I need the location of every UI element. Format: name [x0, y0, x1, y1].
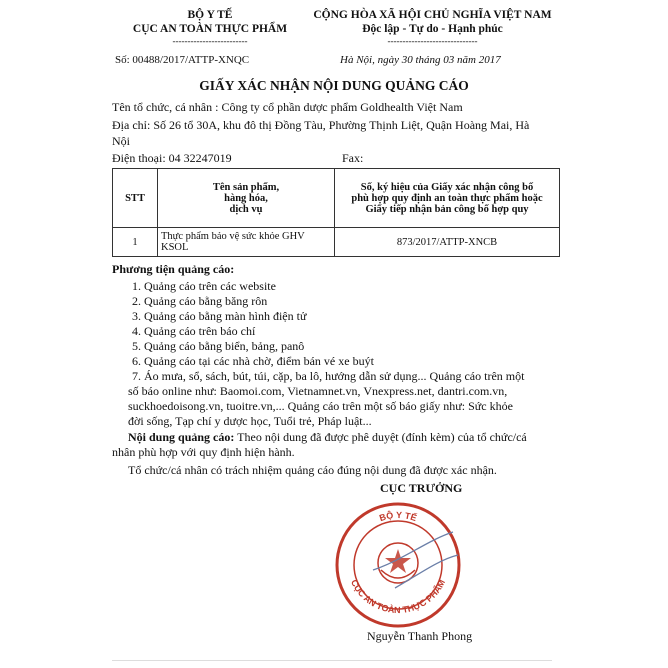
signer-position: CỤC TRƯỞNG [380, 481, 463, 495]
table-row [113, 228, 560, 257]
th-cert: Số, ký hiệu của Giấy xác nhận công bố phù hợp quy định an toàn thực phẩm hoặc Giấy tiếp nhận bản công bố hợp quy [335, 169, 560, 228]
media-item: 2. Quảng cáo bằng băng rôn [132, 294, 268, 308]
header-right [305, 8, 560, 46]
doc-number: Số: 00488/2017/ATTP-XNQC [115, 54, 250, 66]
responsibility-note: Tổ chức/cá nhân có trách nhiệm quảng cáo đúng nội dung đã được xác nhận. [128, 463, 497, 477]
signer-name: Nguyễn Thanh Phong [367, 629, 473, 643]
date-place: Hà Nội, ngày 30 tháng 03 năm 2017 [340, 54, 501, 66]
content-line1 [128, 430, 568, 445]
cell-stt: 1 [113, 228, 158, 257]
media-item-7-line4: đời sống, Tạp chí y dược học, Tuổi trẻ, Pháp luật... [128, 414, 372, 428]
org-phone: Điện thoại: 04 32247019 [112, 151, 232, 165]
motto-underline: ------------------------------ [387, 36, 478, 46]
seal-top-text: BỘ Y TẾ [378, 509, 418, 524]
cell-product: Thực phẩm bảo vệ sức khỏe GHV KSOL [158, 228, 335, 257]
motto: Độc lập - Tự do - Hạnh phúc [362, 23, 503, 35]
official-seal [333, 500, 463, 630]
seal-bottom-text: CỤC AN TOÀN THỰC PHẨM [348, 577, 448, 616]
header-left [115, 8, 305, 46]
org-fax: Fax: [342, 151, 364, 165]
media-item: 1. Quảng cáo trên các website [132, 279, 276, 293]
content-text-line2: nhân phù hợp với quy định hiện hành. [112, 445, 295, 459]
agency-name: CỤC AN TOÀN THỰC PHẨM [132, 23, 288, 35]
content-text-line1: Theo nội dung đã được phê duyệt (đính kèm) của tổ chức/cá [234, 430, 527, 444]
media-item: 4. Quảng cáo trên báo chí [132, 324, 256, 338]
media-item-7-line2: số báo online như: Baomoi.com, Vietnamnet.vn, Vnexpress.net, dantri.com.vn, [128, 384, 508, 398]
media-item-7-line1: 7. Áo mưa, sổ, sách, bút, túi, cặp, ba lô, hướng dẫn sử dụng... Quảng cáo trên một [132, 369, 525, 383]
media-item: 3. Quảng cáo bằng màn hình điện tử [132, 309, 307, 323]
media-item: 5. Quảng cáo bằng biển, bảng, panô [132, 339, 305, 353]
th-product: Tên sản phẩm, hàng hóa, dịch vụ [158, 169, 335, 228]
org-address-line1: Địa chỉ: Số 26 tổ 30A, khu đô thị Đồng Tàu, Phường Thịnh Liệt, Quận Hoàng Mai, Hà [112, 118, 530, 132]
agency-underline: ------------------------- [172, 36, 248, 46]
org-name: Tên tổ chức, cá nhân : Công ty cổ phần dược phẩm Goldhealth Việt Nam [112, 100, 463, 114]
media-item: 6. Quảng cáo tại các nhà chờ, điểm bán vé xe buýt [132, 354, 374, 368]
org-address-line2: Nội [112, 134, 130, 148]
media-heading: Phương tiện quảng cáo: [112, 262, 235, 276]
country-name: CỘNG HÒA XÃ HỘI CHỦ NGHĨA VIỆT NAM [313, 9, 552, 21]
cell-cert: 873/2017/ATTP-XNCB [335, 228, 560, 257]
content-label: Nội dung quảng cáo: [128, 430, 235, 444]
table-header-row [113, 169, 560, 228]
product-table [112, 168, 560, 257]
th-stt: STT [113, 169, 158, 228]
seal-emblem-icon [378, 543, 418, 583]
divider [112, 660, 552, 661]
document-title: GIẤY XÁC NHẬN NỘI DUNG QUẢNG CÁO [199, 78, 469, 93]
ministry-name: BỘ Y TẾ [187, 9, 233, 21]
media-item-7-line3: suckhoedoisong.vn, tuoitre.vn,... Quảng cáo trên một số báo giấy như: Sức khỏe [128, 399, 513, 413]
